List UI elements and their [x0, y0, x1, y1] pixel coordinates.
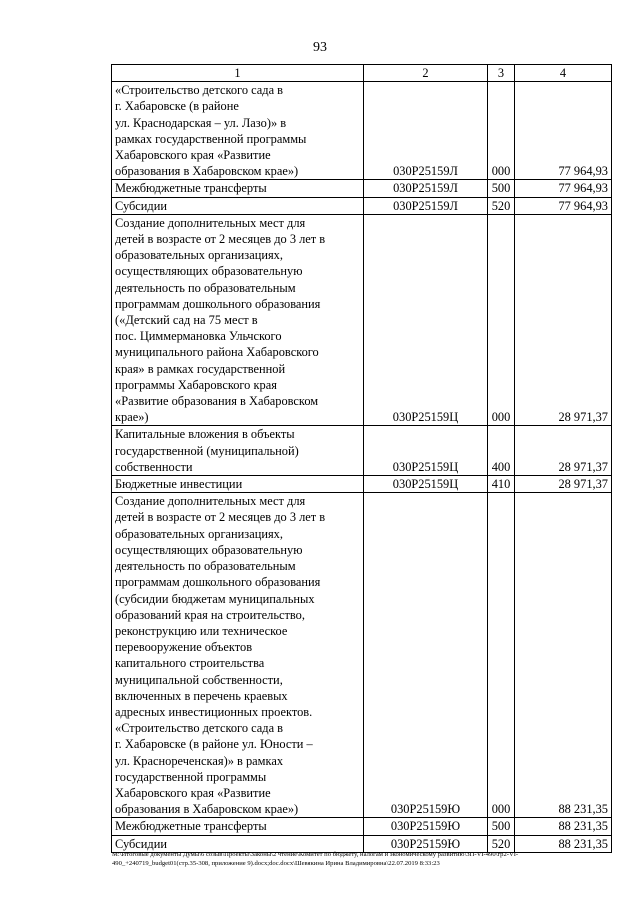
row-amount: 28 971,37	[515, 426, 612, 476]
description-line: осуществляющих образовательную	[115, 542, 303, 557]
row-code: 030P25159Ц	[364, 426, 488, 476]
description-line: муниципального района Хабаровского	[115, 345, 319, 360]
description-line: государственной программы	[115, 769, 267, 784]
description-line: детей в возрасте от 2 месяцев до 3 лет в	[115, 232, 326, 247]
description-line: ул. Краснодарская – ул. Лазо)» в	[115, 115, 287, 130]
row-amount: 88 231,35	[515, 818, 612, 835]
row-description	[112, 180, 364, 197]
page-number: 93	[313, 40, 327, 55]
row-amount: 28 971,37	[515, 214, 612, 426]
footer-path-line: 490_+240719_budget01(стр.35-308, приложение 9).docx;doc.docx\Шевякина Ирина Владимировна\22.07.2019 8:33:23	[112, 860, 440, 867]
description-line: детей в возрасте от 2 месяцев до 3 лет в	[115, 510, 326, 525]
description-line: Межбюджетные трансферты	[115, 181, 267, 196]
row-code: 030P25159Л	[364, 82, 488, 180]
row-category: 500	[488, 818, 515, 835]
description-line: Хабаровского края «Развитие	[115, 148, 271, 163]
table-header-row	[112, 65, 612, 82]
row-code: 030P25159Л	[364, 180, 488, 197]
row-code: 030P25159Ц	[364, 476, 488, 493]
description-line: ул. Краснореченская)» в рамках	[115, 753, 284, 768]
row-category: 400	[488, 426, 515, 476]
column-header: 3	[488, 65, 515, 82]
description-line: «Строительство детского сада в	[115, 83, 284, 98]
row-description	[112, 476, 364, 493]
row-code: 030P25159Ц	[364, 214, 488, 426]
row-category: 000	[488, 214, 515, 426]
column-header: 4	[515, 65, 612, 82]
row-amount: 28 971,37	[515, 476, 612, 493]
description-line: Субсидии	[115, 836, 167, 851]
row-code: 030P25159Ю	[364, 835, 488, 852]
row-code: 030P25159Ю	[364, 493, 488, 818]
column-header: 2	[364, 65, 488, 82]
row-category: 500	[488, 180, 515, 197]
row-category: 410	[488, 476, 515, 493]
description-line: государственной (муниципальной)	[115, 443, 299, 458]
description-line: образования в Хабаровском крае»)	[115, 802, 299, 817]
description-line: («Детский сад на 75 мест в	[115, 313, 258, 328]
description-line: «Развитие образования в Хабаровском	[115, 394, 319, 409]
description-line: включенных в перечень краевых	[115, 688, 288, 703]
description-line: Создание дополнительных мест для	[115, 494, 306, 509]
description-line: рамках государственной программы	[115, 131, 307, 146]
row-description	[112, 197, 364, 214]
description-line: г. Хабаровске (в районе ул. Юности –	[115, 737, 313, 752]
row-category: 000	[488, 493, 515, 818]
description-line: образовательных организациях,	[115, 526, 283, 541]
description-line: программам дошкольного образования	[115, 296, 321, 311]
table-row	[112, 214, 612, 426]
table-row	[112, 180, 612, 197]
footer-path-line: М:\Итоговые документы Думы\6 созыв\Проекты\Законы\2 чтение\Комитет по бюджету, налогам и экономическому развитию\ЗП-VI-490\гр2-VI-	[112, 851, 519, 858]
row-code: 030P25159Л	[364, 197, 488, 214]
document-path-footer	[112, 850, 612, 868]
row-amount: 88 231,35	[515, 493, 612, 818]
description-line: программы Хабаровского края	[115, 377, 277, 392]
row-amount: 77 964,93	[515, 82, 612, 180]
description-line: образовательных организациях,	[115, 248, 283, 263]
description-line: образований края на строительство,	[115, 607, 305, 622]
description-line: капитального строительства	[115, 656, 265, 671]
row-description	[112, 818, 364, 835]
table-row	[112, 493, 612, 818]
description-line: Бюджетные инвестиции	[115, 477, 243, 492]
budget-table	[111, 64, 612, 853]
column-header: 1	[112, 65, 364, 82]
description-line: «Строительство детского сада в	[115, 721, 284, 736]
table-row	[112, 476, 612, 493]
row-category: 520	[488, 835, 515, 852]
table-row	[112, 82, 612, 180]
row-amount: 88 231,35	[515, 835, 612, 852]
table-row	[112, 818, 612, 835]
description-line: перевооружение объектов	[115, 640, 253, 655]
description-line: края» в рамках государственной	[115, 361, 286, 376]
description-line: Межбюджетные трансферты	[115, 819, 267, 834]
description-line: деятельность по образовательным	[115, 559, 296, 574]
description-line: крае»)	[115, 410, 149, 425]
description-line: г. Хабаровске (в районе	[115, 99, 239, 114]
row-code: 030P25159Ю	[364, 818, 488, 835]
description-line: образования в Хабаровском крае»)	[115, 164, 299, 179]
description-line: Капитальные вложения в объекты	[115, 427, 295, 442]
row-description	[112, 82, 364, 180]
description-line: программам дошкольного образования	[115, 575, 321, 590]
description-line: адресных инвестиционных проектов.	[115, 704, 313, 719]
description-line: осуществляющих образовательную	[115, 264, 303, 279]
description-line: Создание дополнительных мест для	[115, 215, 306, 230]
description-line: реконструкцию или техническое	[115, 623, 288, 638]
description-line: деятельность по образовательным	[115, 280, 296, 295]
description-line: муниципальной собственности,	[115, 672, 283, 687]
description-line: (субсидии бюджетам муниципальных	[115, 591, 315, 606]
row-description	[112, 493, 364, 818]
row-description	[112, 214, 364, 426]
description-line: пос. Циммермановка Ульчского	[115, 329, 282, 344]
description-line: Субсидии	[115, 198, 167, 213]
description-line: собственности	[115, 459, 193, 474]
description-line: Хабаровского края «Развитие	[115, 785, 271, 800]
row-category: 000	[488, 82, 515, 180]
table-row	[112, 197, 612, 214]
row-category: 520	[488, 197, 515, 214]
row-amount: 77 964,93	[515, 180, 612, 197]
table-row	[112, 426, 612, 476]
row-description	[112, 426, 364, 476]
row-amount: 77 964,93	[515, 197, 612, 214]
